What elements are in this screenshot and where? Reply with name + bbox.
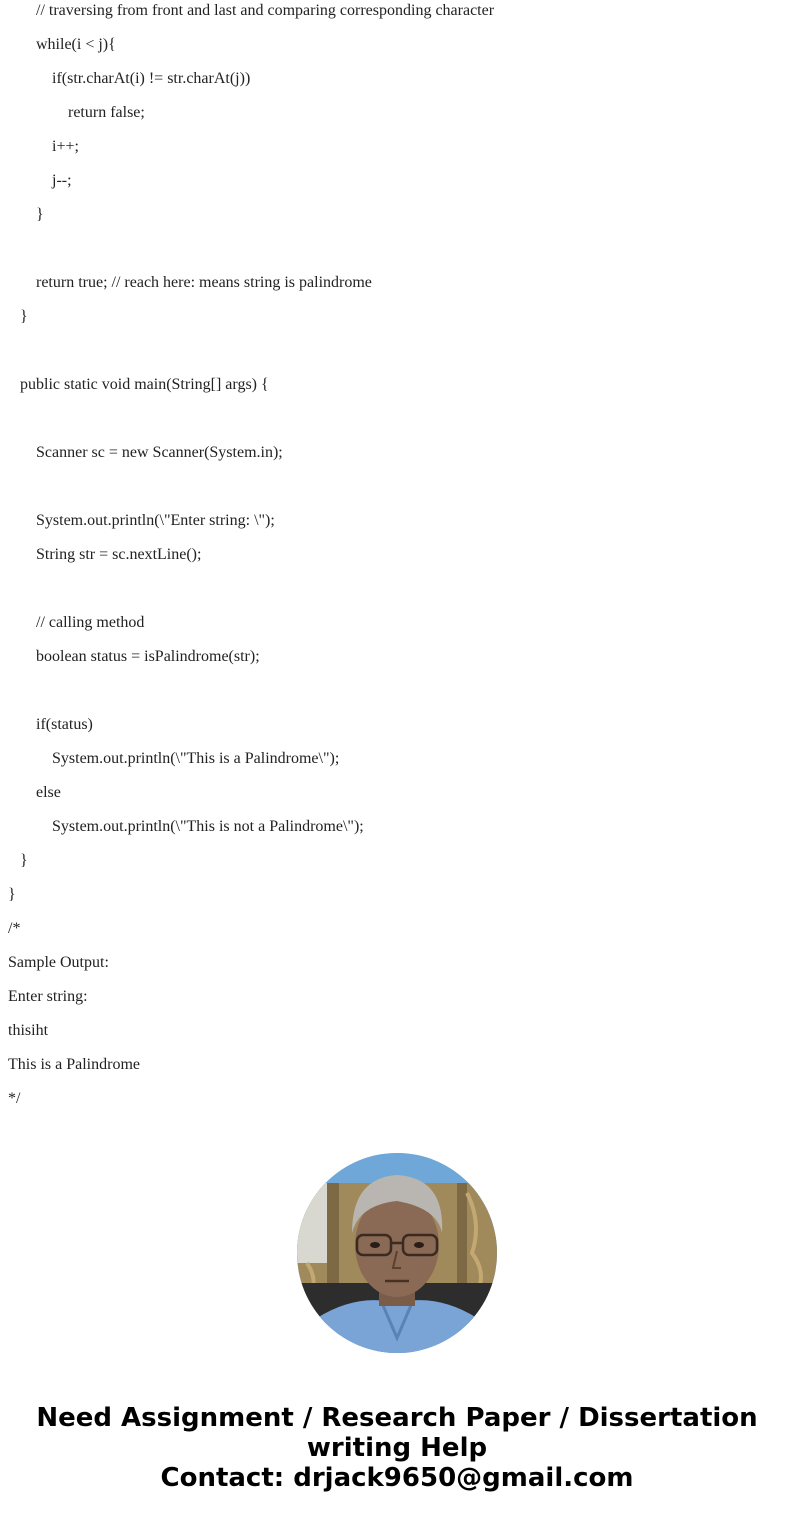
code-line: } [36,206,44,223]
code-line: thisiht [8,1022,49,1039]
code-line: System.out.println(\"Enter string: \"); [36,512,275,529]
promo-contact: Contact: drjack9650@gmail.com [160,1463,634,1493]
code-line: String str = sc.nextLine(); [36,546,202,563]
code-line: /* [8,920,21,937]
promo-banner [0,1403,794,1493]
code-line: } [20,852,28,869]
code-line: */ [8,1090,21,1107]
author-portrait-icon [297,1153,497,1353]
code-line: i++; [52,138,79,155]
code-line: Sample Output: [8,954,109,971]
code-line: Scanner sc = new Scanner(System.in); [36,444,283,461]
promo-line-1: Need Assignment / Research Paper / Dissertation [36,1403,758,1433]
code-line: public static void main(String[] args) { [20,376,269,393]
code-line: Enter string: [8,988,88,1005]
code-line: boolean status = isPalindrome(str); [36,648,260,665]
code-line: // traversing from front and last and comparing corresponding character [36,2,495,19]
code-line: This is a Palindrome [8,1056,140,1073]
code-line: } [20,308,28,325]
code-line: return true; // reach here: means string is palindrome [36,274,372,291]
code-line: System.out.println(\"This is a Palindrome\"); [52,750,340,767]
code-line: j--; [52,172,72,189]
code-line: while(i < j){ [36,36,116,53]
code-line: else [36,784,61,801]
code-line: System.out.println(\"This is not a Palindrome\"); [52,818,364,835]
code-line: if(str.charAt(i) != str.charAt(j)) [52,70,251,87]
code-line: return false; [68,104,145,121]
code-line: // calling method [36,614,145,631]
author-avatar [297,1153,497,1353]
code-line: } [8,886,16,903]
promo-line-2: writing Help [306,1433,488,1463]
code-line: if(status) [36,716,93,733]
